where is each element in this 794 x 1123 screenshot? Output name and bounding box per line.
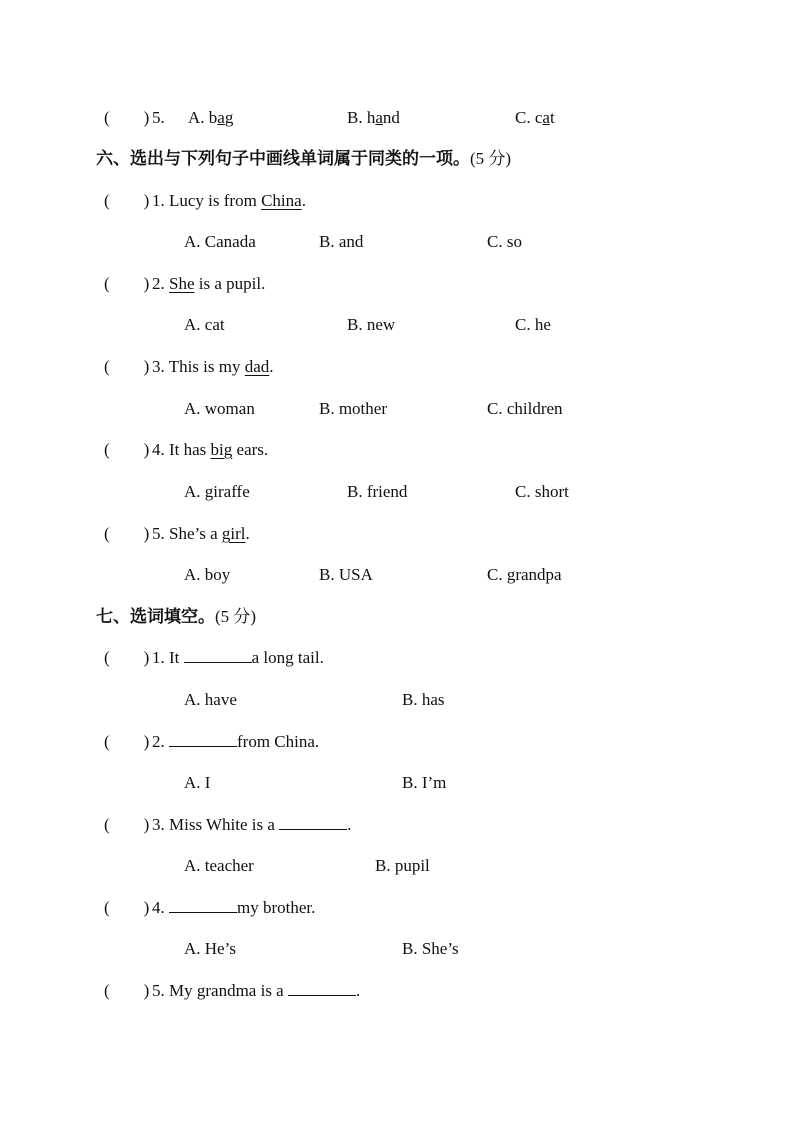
section-title: 七、选词填空。 [96,607,215,626]
option-b: B. USA [319,565,373,584]
options-row [0,563,794,587]
option-c: C. so [487,232,522,251]
option-b: B. I’m [402,773,447,792]
option-c: C. he [515,315,551,334]
question-text: 2. from China. [152,732,320,751]
question-row [0,272,794,296]
option-c: C. cat [515,108,555,127]
options-row [0,480,794,504]
option-b: B. and [319,232,364,251]
options-row [0,937,794,961]
question-row [0,189,794,213]
question-row [0,522,794,546]
question-text: 5. My grandma is a . [152,981,361,1000]
underlined-word: big [210,440,233,459]
question-text: 2. She is a pupil. [152,274,266,293]
question-text: 3. Miss White is a . [152,815,352,834]
answer-paren[interactable]: ( ) [104,898,150,917]
question-row [0,896,794,920]
question-text: 3. This is my dad. [152,357,274,376]
options-row [0,230,794,254]
answer-blank[interactable] [288,979,356,996]
section-points: (5 分) [215,607,257,626]
option-a: A. teacher [184,856,254,875]
underlined-word: girl [221,524,246,543]
option-a: A. Canada [184,232,256,251]
options-row [0,313,794,337]
option-b: B. pupil [375,856,430,875]
question-row [0,355,794,379]
option-a: A. I [184,773,211,792]
options-row [0,771,794,795]
answer-paren[interactable]: ( ) [104,524,150,543]
section-title: 六、选出与下列句子中画线单词属于同类的一项。 [96,149,470,168]
option-a: A. woman [184,399,255,418]
options-row [0,688,794,712]
underlined-word: dad [244,357,270,376]
answer-paren[interactable]: ( ) [104,274,150,293]
option-c: C. short [515,482,569,501]
section-six-heading [0,147,794,171]
answer-paren[interactable]: ( ) [104,981,150,1000]
option-c: C. grandpa [487,565,562,584]
answer-blank[interactable] [169,730,237,747]
question-row [0,438,794,462]
question-text: 1. It a long tail. [152,648,324,667]
question-row [0,979,794,1003]
answer-blank[interactable] [279,813,347,830]
option-b: B. She’s [402,939,459,958]
option-a: A. He’s [184,939,236,958]
answer-blank[interactable] [169,896,237,913]
option-b: B. has [402,690,445,709]
question-text: 4. my brother. [152,898,316,917]
question-row [0,730,794,754]
option-b: B. friend [347,482,408,501]
question-number: 5. [152,108,165,127]
answer-blank[interactable] [184,646,252,663]
answer-paren[interactable]: ( ) [104,648,150,667]
option-b: B. hand [347,108,400,127]
options-row [0,854,794,878]
option-b: B. new [347,315,396,334]
underlined-word: She [169,274,195,293]
underlined-word: China [261,191,302,210]
section-points: (5 分) [470,149,512,168]
question-row [0,646,794,670]
answer-paren[interactable]: ( ) [104,815,150,834]
option-a: A. have [184,690,237,709]
answer-paren[interactable]: ( ) [104,357,150,376]
options-row [0,397,794,421]
question-text: 5. She’s a girl. [152,524,250,543]
option-a: A. boy [184,565,231,584]
question-row [0,106,794,130]
option-a: A. giraffe [184,482,250,501]
option-a: A. cat [184,315,225,334]
answer-paren[interactable]: ( ) [104,108,150,127]
option-b: B. mother [319,399,387,418]
answer-paren[interactable]: ( ) [104,732,150,751]
section-seven-heading [0,605,794,629]
answer-paren[interactable]: ( ) [104,440,150,459]
option-a: A. bag [188,108,234,127]
question-text: 4. It has big ears. [152,440,269,459]
question-row [0,813,794,837]
answer-paren[interactable]: ( ) [104,191,150,210]
option-c: C. children [487,399,563,418]
question-text: 1. Lucy is from China. [152,191,306,210]
